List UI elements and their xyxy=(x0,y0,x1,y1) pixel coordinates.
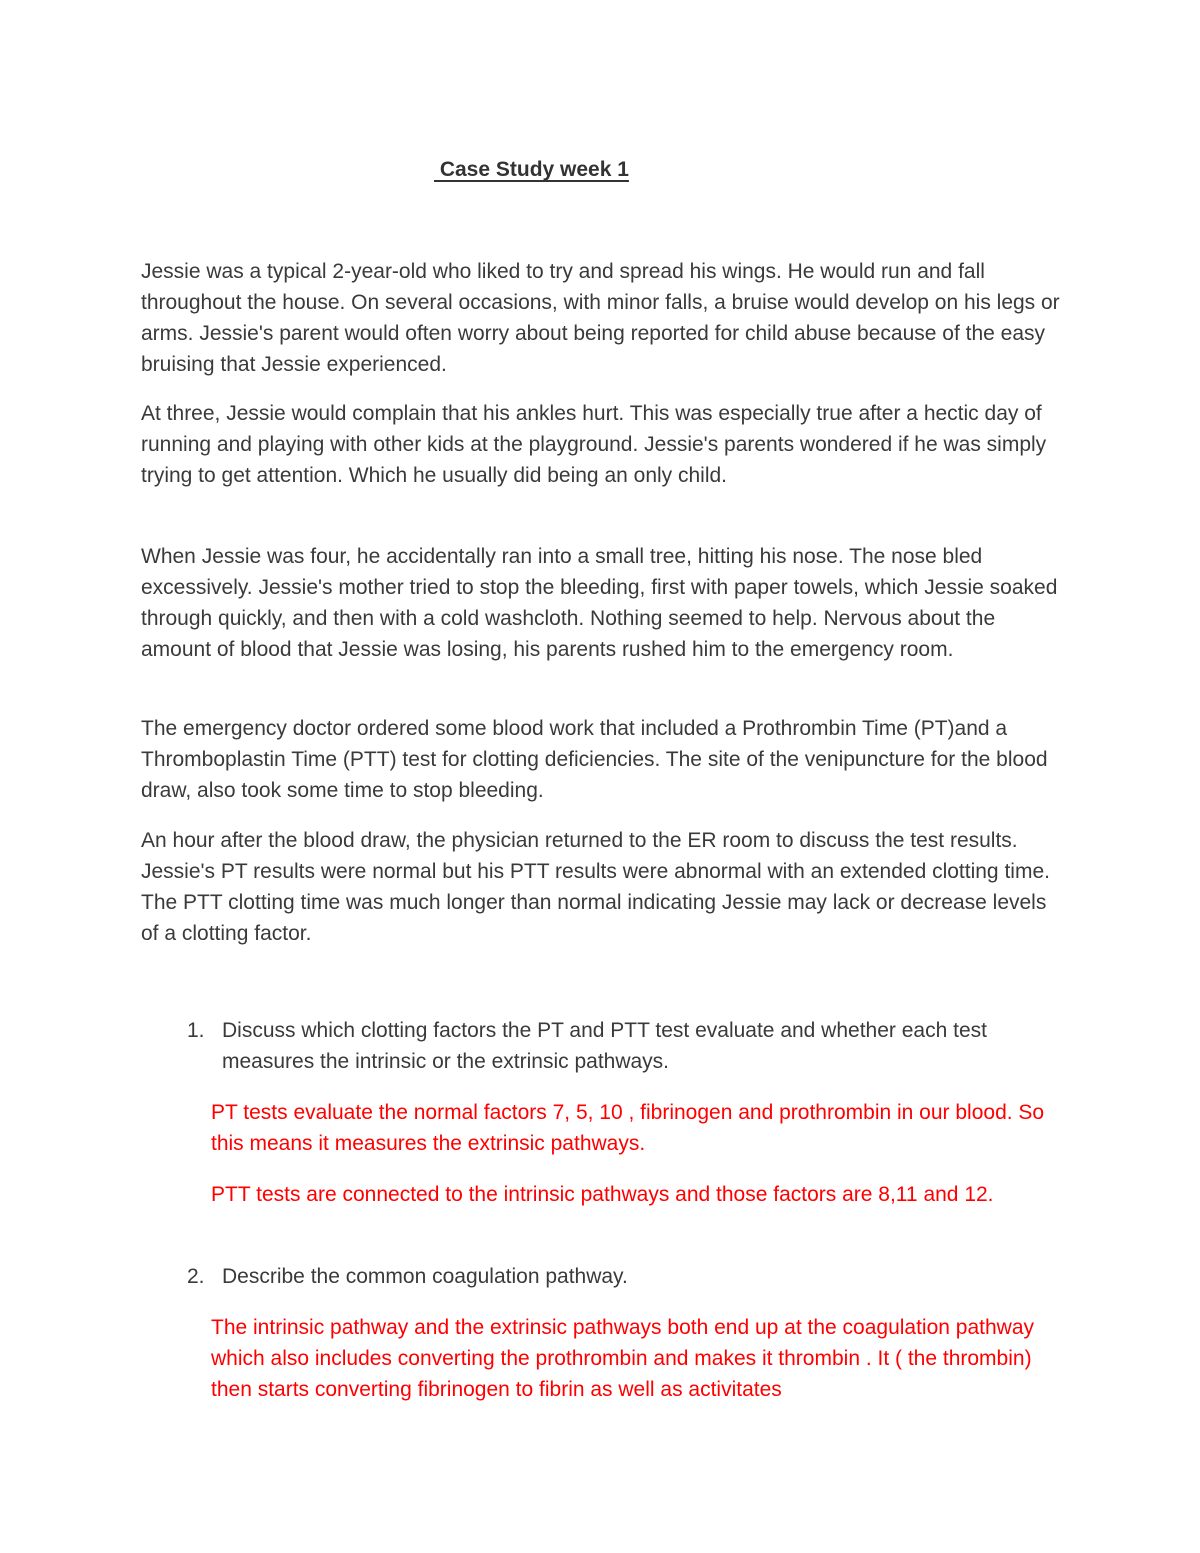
paragraph-results: An hour after the blood draw, the physician returned to the ER room to discuss the test results. Jessie's PT results were normal but his PTT results were abnormal with an extended clotting time. The PTT clotting time was much longer than normal indicating Jessie may lack or decrease levels of a clotting factor. xyxy=(141,829,1050,945)
answer-pt: PT tests evaluate the normal factors 7, 5, 10 , fibrinogen and prothrombin in our blood. So this means it measures the extrinsic pathways. xyxy=(211,1101,1045,1155)
question-number: 2. xyxy=(187,1265,205,1288)
answer-ptt: PTT tests are connected to the intrinsic pathways and those factors are 8,11 and 12. xyxy=(211,1183,994,1206)
question-number: 1. xyxy=(187,1019,205,1042)
question-text: Describe the common coagulation pathway. xyxy=(222,1265,628,1288)
question-text: Discuss which clotting factors the PT and PTT test evaluate and whether each test measures the intrinsic or the extrinsic pathways. xyxy=(222,1019,987,1073)
paragraph-age-four: When Jessie was four, he accidentally ran into a small tree, hitting his nose. The nose bled excessively. Jessie's mother tried to stop the bleeding, first with paper towels, which Jessie soaked through quickly, and then with a cold washcloth. Nothing seemed to help. Nervous about the amount of blood that Jessie was losing, his parents rushed him to the emergency room. xyxy=(141,545,1058,661)
answer-common-pathway: The intrinsic pathway and the extrinsic pathways both end up at the coagulation pathway which also includes converting the prothrombin and makes it thrombin . It ( the thrombin) then starts converting fibrinogen to fibrin as well as activitates xyxy=(211,1316,1035,1401)
document-title: Case Study week 1 xyxy=(434,158,629,181)
paragraph-age-two: Jessie was a typical 2-year-old who liked to try and spread his wings. He would run and fall throughout the house. On several occasions, with minor falls, a bruise would develop on his legs or arms. Jessie's parent would often worry about being reported for child abuse because of the easy bruising that Jessie experienced. xyxy=(141,260,1060,376)
paragraph-blood-work: The emergency doctor ordered some blood work that included a Prothrombin Time (PT)and a Thromboplastin Time (PTT) test for clotting deficiencies. The site of the venipuncture for the blood draw, also took some time to stop bleeding. xyxy=(141,717,1048,802)
question-item xyxy=(187,1261,1067,1292)
question-item xyxy=(187,1015,1067,1077)
paragraph-age-three: At three, Jessie would complain that his ankles hurt. This was especially true after a hectic day of running and playing with other kids at the playground. Jessie's parents wondered if he was simply trying to get attention. Which he usually did being an only child. xyxy=(141,402,1047,487)
